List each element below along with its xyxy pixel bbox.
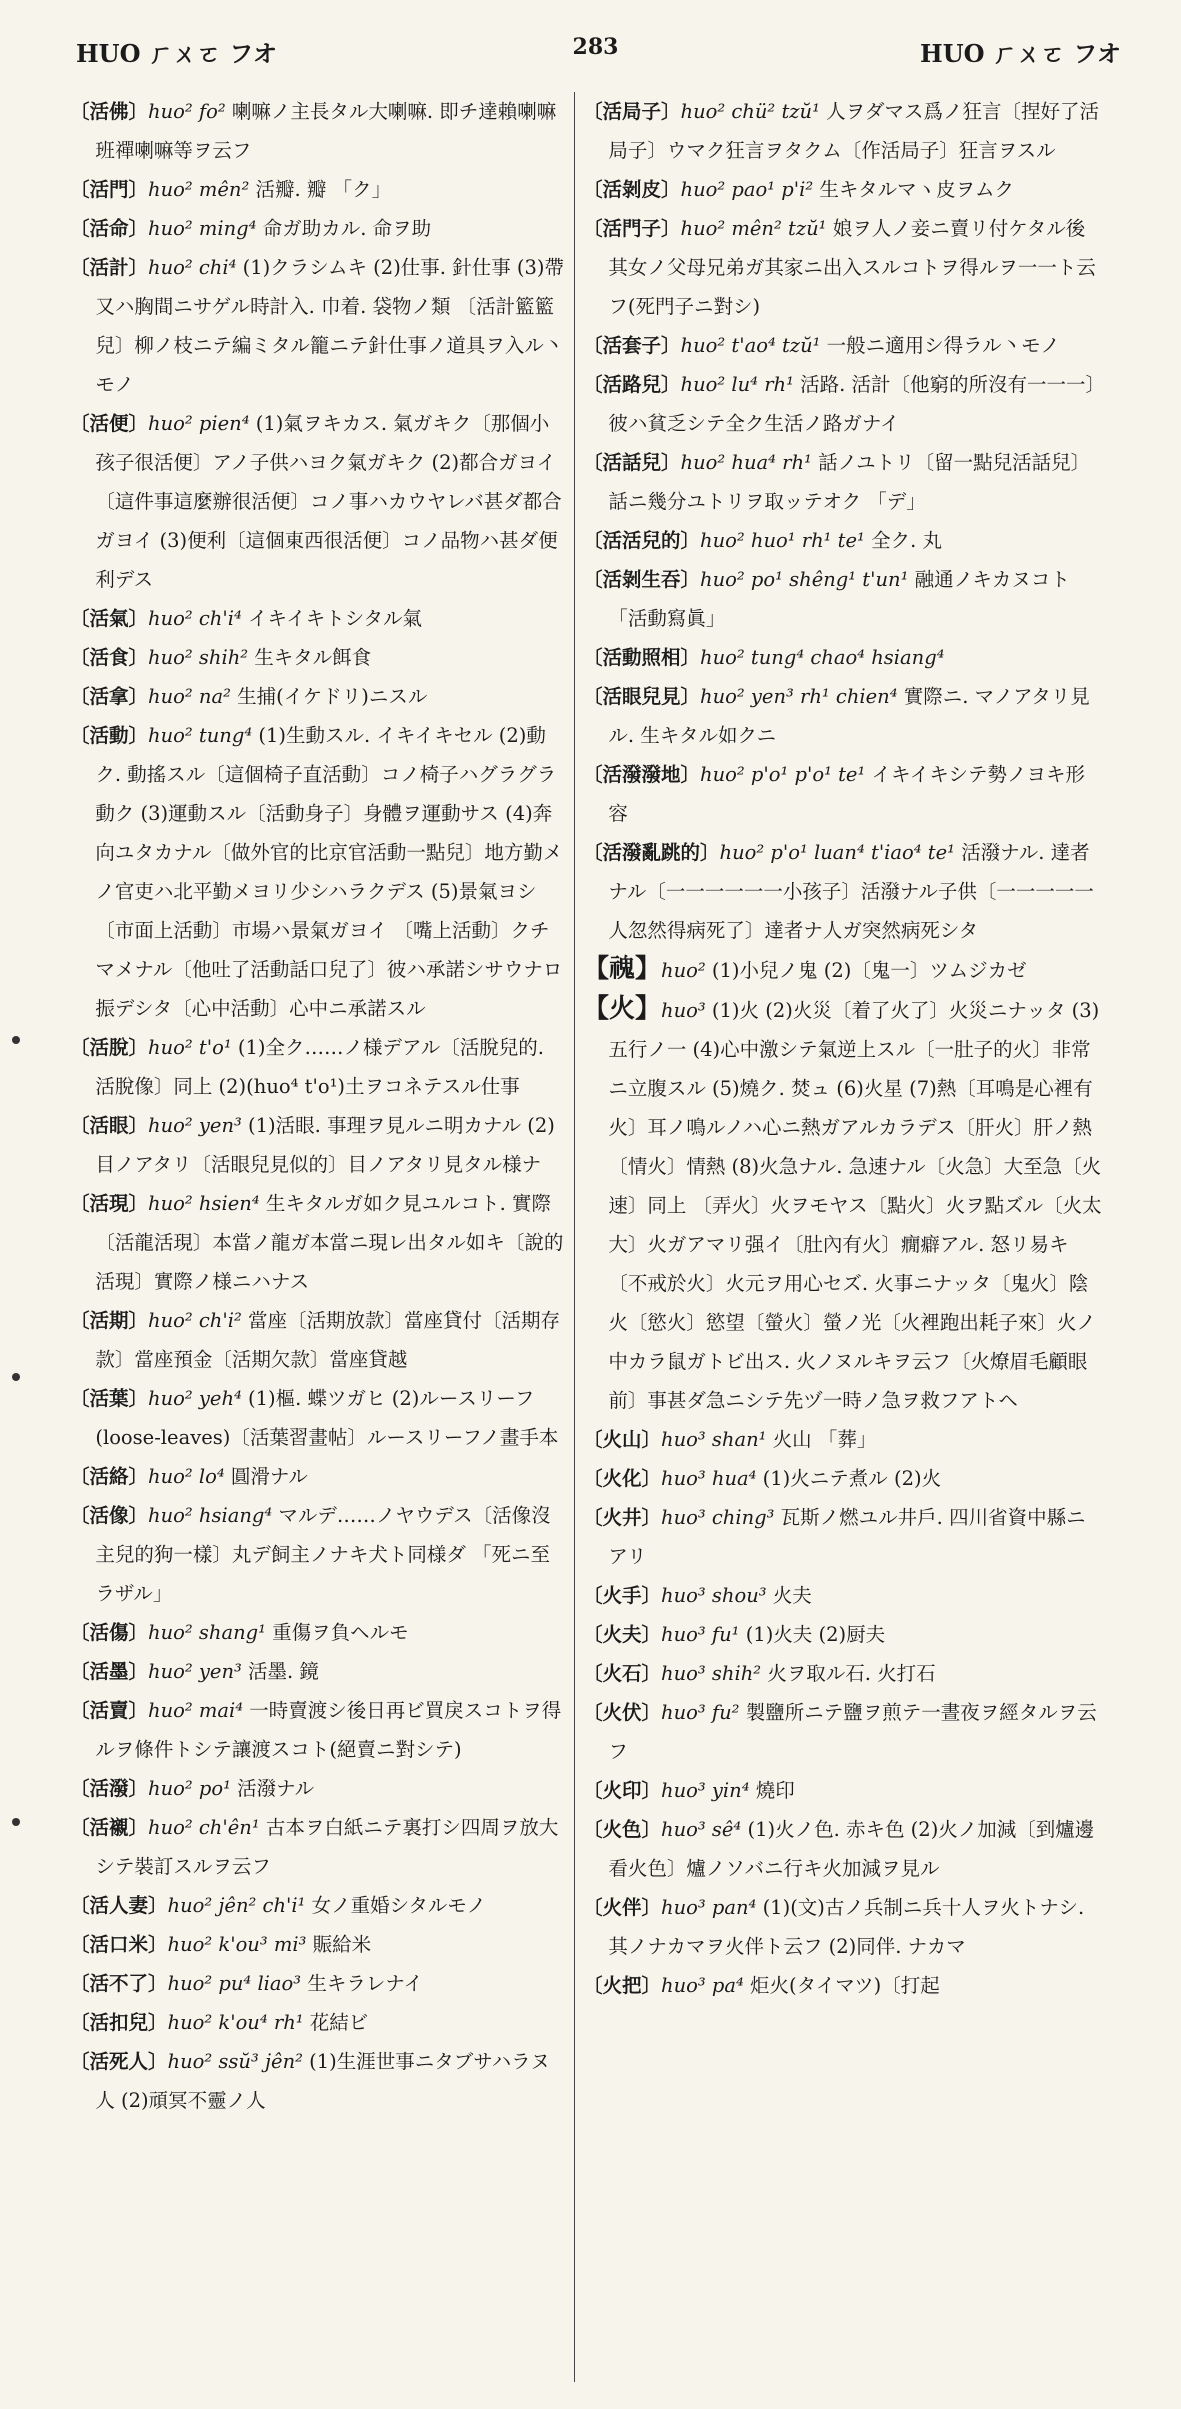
entry-headword: 〔活食〕 bbox=[70, 646, 149, 669]
dictionary-entry bbox=[70, 209, 568, 248]
dictionary-entry bbox=[70, 404, 568, 599]
entry-reading: huo³ bbox=[661, 999, 706, 1022]
entry-reading: huo² lo⁴ bbox=[148, 1465, 225, 1488]
entry-headword: 〔活襯〕 bbox=[70, 1816, 149, 1839]
entry-headword: 〔活不了〕 bbox=[70, 1972, 168, 1995]
entry-reading: huo² fo² bbox=[148, 100, 226, 123]
entry-headword: 〔活便〕 bbox=[70, 412, 149, 435]
entry-reading: huo³ pa⁴ bbox=[661, 1974, 744, 1997]
entry-reading: huo³ shih² bbox=[661, 1662, 762, 1685]
entry-definition: 娘ヲ人ノ妾ニ賣リ付ケタル後其女ノ父母兄弟ガ其家ニ出入スルコトヲ得ルヲ一一ト云フ(死門子ニ對シ) bbox=[608, 217, 1096, 318]
entry-headword: 〔活門〕 bbox=[70, 178, 149, 201]
entry-reading: huo² p'o¹ luan⁴ t'iao⁴ te¹ bbox=[719, 841, 955, 864]
entry-definition: (1)火 (2)火災〔着了火了〕火災ニナッタ (3)五行ノ一 (4)心中激シテ氣逆上スル〔一肚子的火〕非常ニ立腹スル (5)燒ク. 焚ュ (6)火星 (7)熱〔耳鳴是心裡有火〕耳ノ鳴ルノハ心ニ熱ガアルカラデス〔肝火〕肝ノ熱〔情火〕情熱 (8)火急ナル. 急速ナル〔火急〕大至急〔火速〕同上 〔弄火〕火ヲモヤス〔點火〕火ヲ點ズル〔火太大〕火ガアマリ强イ〔肚內有火〕癇癖アル. 怒リ易キ〔不戒於火〕火元ヲ用心セズ. 火事ニナッタ〔鬼火〕陰火〔慾火〕慾望〔螢火〕螢ノ光〔火裡跑出耗子來〕火ノ中カラ鼠ガトビ出ス. 火ノヌルキヲ云フ〔火燎眉毛顧眼前〕事甚ダ急ニシテ先ヅ一時ノ急ヲ救フアトヘ bbox=[608, 999, 1102, 1412]
entry-definition: イキイキトシタル氣 bbox=[248, 607, 422, 630]
dictionary-entry bbox=[70, 1301, 568, 1379]
dictionary-entry bbox=[70, 1184, 568, 1301]
entry-headword: 〔活套子〕 bbox=[583, 334, 681, 357]
entry-headword: 〔活眼兒見〕 bbox=[583, 685, 701, 708]
entry-headword: 〔活像〕 bbox=[70, 1504, 149, 1527]
entry-definition: 生捕(イケドリ)ニスル bbox=[237, 685, 428, 708]
dictionary-entry bbox=[70, 2042, 568, 2120]
dictionary-entry bbox=[583, 677, 1103, 755]
entry-reading: huo² huo¹ rh¹ te¹ bbox=[700, 529, 865, 552]
entry-definition: (1)火ノ色. 赤キ色 (2)火ノ加減〔到爐邊看火色〕爐ノソバニ行キ火加減ヲ見ル bbox=[608, 1818, 1095, 1880]
dictionary-entry bbox=[70, 599, 568, 638]
entry-headword: 〔活剝生吞〕 bbox=[583, 568, 701, 591]
entry-headword: 〔活剝皮〕 bbox=[583, 178, 681, 201]
entry-headword: 〔活死人〕 bbox=[70, 2050, 168, 2073]
entry-reading: huo³ sê⁴ bbox=[661, 1818, 742, 1841]
entry-definition: (1)火夫 (2)厨夫 bbox=[745, 1623, 886, 1646]
entry-headword: 〔火色〕 bbox=[583, 1818, 662, 1841]
entry-definition: 生キタルマヽ皮ヲムク bbox=[819, 178, 1014, 201]
dictionary-entry bbox=[583, 365, 1103, 443]
entry-reading: huo² ch'i⁴ bbox=[148, 607, 242, 630]
entry-headword: 〔活期〕 bbox=[70, 1309, 149, 1332]
entry-reading: huo³ ching³ bbox=[661, 1506, 775, 1529]
dictionary-entry bbox=[583, 209, 1103, 326]
dictionary-entry bbox=[583, 1966, 1103, 2005]
entry-headword: 〔火印〕 bbox=[583, 1779, 662, 1802]
entry-headword: 〔活墨〕 bbox=[70, 1660, 149, 1683]
entry-definition: 生キタルガ如ク見ユルコト. 實際〔活龍活現〕本當ノ龍ガ本當ニ現レ出タル如キ〔說的活現〕實際ノ様ニハナス bbox=[95, 1192, 564, 1293]
entry-definition: 一般ニ適用シ得ラル丶モノ bbox=[826, 334, 1060, 357]
dictionary-entry bbox=[70, 1808, 568, 1886]
dictionary-entry bbox=[70, 170, 568, 209]
dictionary-entry bbox=[70, 92, 568, 170]
entry-definition: 燒印 bbox=[755, 1779, 795, 1802]
entry-reading: huo² bbox=[661, 959, 706, 982]
dictionary-entry bbox=[583, 990, 1103, 1420]
dictionary-entry bbox=[70, 1379, 568, 1457]
margin-mark bbox=[12, 1818, 20, 1826]
dictionary-entry bbox=[583, 560, 1103, 638]
dictionary-entry bbox=[583, 1459, 1103, 1498]
entry-headword: 〔活潑〕 bbox=[70, 1777, 149, 1800]
entry-reading: huo² shang¹ bbox=[148, 1621, 266, 1644]
entry-reading: huo² pien⁴ bbox=[148, 412, 250, 435]
dictionary-entry bbox=[70, 1691, 568, 1769]
entry-definition: (1)小兒ノ鬼 (2)〔鬼一〕ツムジカゼ bbox=[711, 959, 1027, 982]
dictionary-entry bbox=[583, 950, 1103, 990]
entry-reading: huo² mên² bbox=[148, 178, 250, 201]
entry-reading: huo² chü² tzŭ¹ bbox=[680, 100, 820, 123]
entry-reading: huo² yen³ bbox=[148, 1660, 242, 1683]
dictionary-entry bbox=[583, 1693, 1103, 1771]
entry-definition: 重傷ヲ負ヘルモ bbox=[272, 1621, 409, 1644]
entry-definition: マルデ……ノヤウデス〔活像沒主兒的狗一樣〕丸デ飼主ノナキ犬ト同様ダ 「死ニ至ラザル」 bbox=[95, 1504, 551, 1605]
entry-reading: huo² k'ou³ mi³ bbox=[167, 1933, 307, 1956]
dictionary-entry bbox=[583, 92, 1103, 170]
dictionary-entry bbox=[583, 1888, 1103, 1966]
entry-reading: huo² hsiang⁴ bbox=[148, 1504, 273, 1527]
dictionary-entry bbox=[583, 1576, 1103, 1615]
entry-definition: (1)生涯世事ニタブサハラヌ人 (2)頑冥不靈ノ人 bbox=[95, 2050, 550, 2112]
entry-reading: huo² yen³ bbox=[148, 1114, 242, 1137]
page-number: 283 bbox=[572, 34, 619, 60]
entry-reading: huo² t'ao⁴ tzŭ¹ bbox=[680, 334, 821, 357]
entry-definition: 瓦斯ノ燃ユル井戶. 四川省資中縣ニアリ bbox=[608, 1506, 1086, 1568]
entry-headword: 【𩲡】 bbox=[583, 954, 662, 984]
entry-definition: 賑給米 bbox=[312, 1933, 372, 1956]
dictionary-entry bbox=[70, 2003, 568, 2042]
entry-reading: huo² pu⁴ liao³ bbox=[167, 1972, 302, 1995]
entry-reading: huo² yen³ rh¹ chien⁴ bbox=[700, 685, 898, 708]
entry-headword: 【火】 bbox=[583, 994, 662, 1024]
entry-reading: huo² ming⁴ bbox=[148, 217, 257, 240]
dictionary-entry bbox=[583, 521, 1103, 560]
entry-definition: 製鹽所ニテ鹽ヲ煎テ一晝夜ヲ經タルヲ云フ bbox=[608, 1701, 1097, 1763]
entry-definition: 花結ビ bbox=[309, 2011, 369, 2034]
dictionary-entry bbox=[583, 1810, 1103, 1888]
page-header bbox=[70, 34, 1121, 74]
dictionary-entry bbox=[583, 1420, 1103, 1459]
entry-headword: 〔火伴〕 bbox=[583, 1896, 662, 1919]
entry-reading: huo² ch'i² bbox=[148, 1309, 242, 1332]
entry-reading: huo³ fu¹ bbox=[661, 1623, 740, 1646]
entry-definition: 活潑ナル bbox=[237, 1777, 315, 1800]
entry-reading: huo² k'ou⁴ rh¹ bbox=[167, 2011, 304, 2034]
entry-headword: 〔活絡〕 bbox=[70, 1465, 149, 1488]
entry-reading: huo² ch'ên¹ bbox=[148, 1816, 260, 1839]
dictionary-entry bbox=[583, 1654, 1103, 1693]
entry-reading: huo² t'o¹ bbox=[148, 1036, 232, 1059]
entry-headword: 〔火夫〕 bbox=[583, 1623, 662, 1646]
dictionary-entry bbox=[583, 443, 1103, 521]
dictionary-entry bbox=[70, 1886, 568, 1925]
dictionary-entry bbox=[70, 1496, 568, 1613]
entry-reading: huo³ shou³ bbox=[661, 1584, 767, 1607]
entry-headword: 〔活拿〕 bbox=[70, 685, 149, 708]
entry-definition: 古本ヲ白紙ニテ裏打シ四周ヲ放大シテ裝訂スルヲ云フ bbox=[95, 1816, 559, 1878]
entry-definition: 活墨. 鏡 bbox=[248, 1660, 319, 1683]
entry-headword: 〔活潑潑地〕 bbox=[583, 763, 701, 786]
right-column bbox=[583, 92, 1103, 2005]
entry-definition: 命ガ助カル. 命ヲ助 bbox=[262, 217, 432, 240]
entry-reading: huo² chi⁴ bbox=[148, 256, 237, 279]
entry-definition: (1)(文)古ノ兵制ニ兵十人ヲ火トナシ. 其ノナカマヲ火伴ト云フ (2)同伴. ナカマ bbox=[608, 1896, 1085, 1958]
entry-reading: huo² pao¹ p'i² bbox=[680, 178, 814, 201]
entry-headword: 〔火石〕 bbox=[583, 1662, 662, 1685]
entry-headword: 〔活口米〕 bbox=[70, 1933, 168, 1956]
entry-definition: (1)クラシムキ (2)仕事. 針仕事 (3)帶又ハ胸間ニサゲル時計入. 巾着. 袋物ノ類 〔活計籃籃兒〕柳ノ枝ニテ編ミタル籠ニテ針仕事ノ道具ヲ入ル丶モノ bbox=[95, 256, 565, 396]
entry-reading: huo² p'o¹ p'o¹ te¹ bbox=[700, 763, 866, 786]
entry-headword: 〔活計〕 bbox=[70, 256, 149, 279]
entry-headword: 〔活活兒的〕 bbox=[583, 529, 701, 552]
header-left-guide: HUO ㄏㄨㄛ フオ bbox=[76, 39, 277, 68]
header-right-guide: HUO ㄏㄨㄛ フオ bbox=[920, 39, 1121, 68]
entry-headword: 〔活路兒〕 bbox=[583, 373, 681, 396]
entry-reading: huo² po¹ shêng¹ t'un¹ bbox=[700, 568, 909, 591]
entry-reading: huo² na² bbox=[148, 685, 231, 708]
entry-reading: huo² lu⁴ rh¹ bbox=[680, 373, 794, 396]
entry-headword: 〔活氣〕 bbox=[70, 607, 149, 630]
dictionary-entry bbox=[70, 1028, 568, 1106]
entry-definition: 融通ノキカヌコト 「活動寫眞」 bbox=[608, 568, 1070, 630]
entry-reading: huo³ fu² bbox=[661, 1701, 740, 1724]
entry-headword: 〔火井〕 bbox=[583, 1506, 662, 1529]
entry-headword: 〔活賣〕 bbox=[70, 1699, 149, 1722]
entry-headword: 〔活命〕 bbox=[70, 217, 149, 240]
entry-definition: 喇嘛ノ主長タル大喇嘛. 即チ達賴喇嘛班禪喇嘛等ヲ云フ bbox=[95, 100, 557, 162]
entry-reading: huo² ssŭ³ jên² bbox=[167, 2050, 303, 2073]
entry-definition: 活潑ナル. 達者ナル〔一一一一一一小孩子〕活潑ナル子供〔一一一一一人忽然得病死了〕達者ナ人ガ突然病死シタ bbox=[608, 841, 1094, 942]
dictionary-entry bbox=[70, 1106, 568, 1184]
entry-definition: 火山 「葬」 bbox=[772, 1428, 877, 1451]
dictionary-entry bbox=[583, 1615, 1103, 1654]
dictionary-entry bbox=[70, 248, 568, 404]
entry-headword: 〔活動照相〕 bbox=[583, 646, 701, 669]
dictionary-entry bbox=[583, 755, 1103, 833]
margin-mark bbox=[12, 1036, 20, 1044]
dictionary-entry bbox=[583, 326, 1103, 365]
entry-definition: (1)火ニテ煮ル (2)火 bbox=[762, 1467, 942, 1490]
entry-definition: 女ノ重婚シタルモノ bbox=[311, 1894, 487, 1917]
entry-definition: (1)生動スル. イキイキセル (2)動ク. 動搖スル〔這個椅子直活動〕コノ椅子ハグラグラ動ク (3)運動スル〔活動身子〕身體ヲ運動サス (4)奔向ユタカナル〔做外官的比京官活動一點兒〕地方勤メノ官吏ハ北平勤メヨリ少シハラクデス (5)景氣ヨシ〔市面上活動〕市場ハ景氣ガヨイ 〔嘴上活動〕クチマメナル〔他吐了活動話口兒了〕彼ハ承諾シサウナロ振デシタ〔心中活動〕心中ニ承諾スル bbox=[95, 724, 563, 1020]
entry-reading: huo² shih² bbox=[148, 646, 249, 669]
entry-definition: (1)活眼. 事理ヲ見ルニ明カナル (2)目ノアタリ〔活眼兒見似的〕目ノアタリ見タル様ナ bbox=[95, 1114, 555, 1176]
entry-definition: 活路. 活計〔他窮的所沒有一一一〕彼ハ貧乏シテ全ク生活ノ路ガナイ bbox=[608, 373, 1096, 435]
column-divider bbox=[574, 92, 575, 2382]
dictionary-entry bbox=[70, 1457, 568, 1496]
entry-reading: huo² hua⁴ rh¹ bbox=[680, 451, 812, 474]
entry-reading: huo³ pan⁴ bbox=[661, 1896, 757, 1919]
entry-headword: 〔活眼〕 bbox=[70, 1114, 149, 1137]
entry-definition: 人ヲダマス爲ノ狂言〔捏好了活局子〕ウマク狂言ヲタクム〔作活局子〕狂言ヲスル bbox=[608, 100, 1099, 162]
entry-reading: huo² tung⁴ chao⁴ hsiang⁴ bbox=[700, 646, 945, 669]
entry-definition: (1)氣ヲキカス. 氣ガキク〔那個小孩子很活便〕アノ子供ハヨク氣ガキク (2)都合ガヨイ〔這件事這麼辦很活便〕コノ事ハカウヤレバ甚ダ都合ガヨイ (3)便利〔這個東西很活便〕コノ品物ハ甚ダ便利デス bbox=[95, 412, 562, 591]
entry-headword: 〔火山〕 bbox=[583, 1428, 662, 1451]
margin-mark bbox=[12, 1373, 20, 1381]
entry-headword: 〔活話兒〕 bbox=[583, 451, 681, 474]
entry-headword: 〔活脫〕 bbox=[70, 1036, 149, 1059]
entry-definition: 一時賣渡シ後日再ビ買戾スコトヲ得ルヲ條件トシテ讓渡スコト(絕賣ニ對シテ) bbox=[95, 1699, 562, 1761]
entry-definition: 生キタル餌食 bbox=[254, 646, 372, 669]
dictionary-entry bbox=[70, 1652, 568, 1691]
entry-definition: (1)全ク……ノ様デアル〔活脫兒的. 活脫像〕同上 (2)(huo⁴ t'o¹)土ヲコネテスル仕事 bbox=[95, 1036, 544, 1098]
entry-headword: 〔活佛〕 bbox=[70, 100, 149, 123]
dictionary-entry bbox=[583, 1771, 1103, 1810]
entry-headword: 〔活局子〕 bbox=[583, 100, 681, 123]
entry-definition: 生キラレナイ bbox=[307, 1972, 423, 1995]
entry-definition: 圓滑ナル bbox=[230, 1465, 308, 1488]
entry-headword: 〔活潑亂跳的〕 bbox=[583, 841, 720, 864]
entry-reading: huo² jên² ch'i¹ bbox=[167, 1894, 306, 1917]
dictionary-entry bbox=[70, 1769, 568, 1808]
entry-headword: 〔活門子〕 bbox=[583, 217, 681, 240]
entry-headword: 〔活扣兒〕 bbox=[70, 2011, 168, 2034]
entry-reading: huo³ yin⁴ bbox=[661, 1779, 750, 1802]
entry-definition: (1)樞. 蝶ツガヒ (2)ルースリーフ (loose-leaves)〔活葉習畫帖〕ルースリーフノ畫手本 bbox=[95, 1387, 559, 1449]
entry-definition: 當座〔活期放款〕當座貸付〔活期存款〕當座預金〔活期欠款〕當座貸越 bbox=[95, 1309, 561, 1371]
entry-reading: huo² yeh⁴ bbox=[148, 1387, 242, 1410]
entry-reading: huo³ hua⁴ bbox=[661, 1467, 757, 1490]
dictionary-entry bbox=[583, 1498, 1103, 1576]
entry-headword: 〔活傷〕 bbox=[70, 1621, 149, 1644]
dictionary-entry bbox=[583, 833, 1103, 950]
entry-definition: 火夫 bbox=[772, 1584, 812, 1607]
dictionary-entry bbox=[70, 716, 568, 1028]
dictionary-entry bbox=[70, 677, 568, 716]
entry-headword: 〔活現〕 bbox=[70, 1192, 149, 1215]
entry-definition: 活瓣. 瓣 「ク」 bbox=[255, 178, 392, 201]
entry-headword: 〔火把〕 bbox=[583, 1974, 662, 1997]
entry-definition: 火ヲ取ル石. 火打石 bbox=[767, 1662, 936, 1685]
dictionary-entry bbox=[70, 1613, 568, 1652]
entry-reading: huo² tung⁴ bbox=[148, 724, 253, 747]
entry-reading: huo² po¹ bbox=[148, 1777, 231, 1800]
entry-headword: 〔火手〕 bbox=[583, 1584, 662, 1607]
entry-headword: 〔火化〕 bbox=[583, 1467, 662, 1490]
entry-headword: 〔活葉〕 bbox=[70, 1387, 149, 1410]
entry-definition: 全ク. 丸 bbox=[871, 529, 942, 552]
dictionary-entry bbox=[583, 170, 1103, 209]
entry-reading: huo² mên² tzŭ¹ bbox=[680, 217, 827, 240]
entry-headword: 〔活人妻〕 bbox=[70, 1894, 168, 1917]
dictionary-entry bbox=[70, 1925, 568, 1964]
entry-headword: 〔活動〕 bbox=[70, 724, 149, 747]
entry-reading: huo² hsien⁴ bbox=[148, 1192, 260, 1215]
entry-headword: 〔火伏〕 bbox=[583, 1701, 662, 1724]
left-column bbox=[70, 92, 568, 2120]
entry-definition: 話ノユトリ〔留一點兒活話兒〕話ニ幾分ユトリヲ取ッテオク 「デ」 bbox=[608, 451, 1091, 513]
entry-reading: huo³ shan¹ bbox=[661, 1428, 767, 1451]
entry-definition: イキイキシテ勢ノヨキ形容 bbox=[608, 763, 1086, 825]
entry-definition: 炬火(タイマツ)〔打起 bbox=[750, 1974, 940, 1997]
dictionary-entry bbox=[70, 638, 568, 677]
entry-definition: 實際ニ. マノアタリ見ル. 生キタル如クニ bbox=[608, 685, 1090, 747]
entry-reading: huo² mai⁴ bbox=[148, 1699, 244, 1722]
dictionary-entry bbox=[70, 1964, 568, 2003]
dictionary-entry bbox=[583, 638, 1103, 677]
